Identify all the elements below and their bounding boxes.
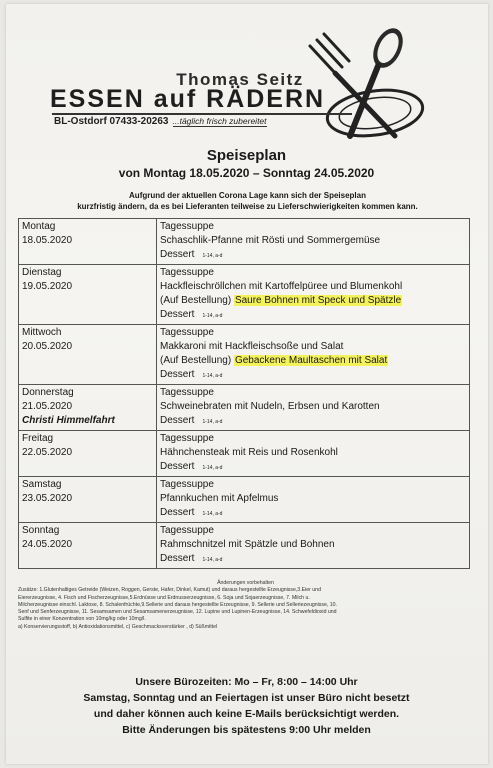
meal-text: Dessert	[160, 415, 195, 426]
day-date: 22.05.2020	[22, 447, 73, 458]
meal-item	[160, 280, 466, 294]
day-date: 21.05.2020	[22, 401, 73, 412]
meal-cell	[157, 325, 470, 385]
contact-line	[54, 116, 267, 127]
footnote-line: Senf und Senferzeugnisse, 11. Sesamsamen und Sesamsamenerzeugnisse, 12. Lupine und Lupinen-Erzeugnisse, 14. Schwefeldioxid und	[18, 609, 337, 616]
page-title: Speiseplan	[206, 147, 287, 164]
day-cell	[19, 265, 157, 325]
day-cell	[19, 523, 157, 569]
date-range: von Montag 18.05.2020 – Sonntag 24.05.2020	[118, 166, 375, 180]
highlighted-meal: Saure Bohnen mit Speck und Spätzle	[234, 295, 402, 306]
meal-text: Dessert	[160, 507, 195, 518]
meal-cell	[157, 523, 470, 569]
day-cell	[19, 477, 157, 523]
office-line: Samstag, Sonntag und an Feiertagen ist unser Büro nicht besetzt	[83, 692, 410, 704]
meal-item	[160, 400, 466, 414]
meal-text: Hackfleischröllchen mit Kartoffelpüree und Blumenkohl	[160, 281, 403, 292]
menu-row-freitag	[19, 431, 470, 477]
meal-text: Tagessuppe	[160, 387, 214, 398]
menu-table	[18, 218, 470, 569]
footnote-line: Milcherzeugnisse einschl. Laktose, 8. Schalenfrüchte,9.Sellerie und daraus hergestellte Erzeugnisse, 9. Sellerie und Selleriezeugnisse, 10.	[18, 601, 337, 608]
menu-row-montag	[19, 219, 470, 265]
tagline: ...täglich frisch zubereitet	[172, 116, 267, 126]
highlighted-meal: Gebackene Maultaschen mit Salat	[234, 355, 388, 366]
footnote-line: a) Konservierungsstoff, b) Antioxidationsmittel, c) Geschmacksverstärker , d) Süßmittel	[18, 623, 218, 630]
day-date: 23.05.2020	[22, 493, 73, 504]
meal-text: Dessert	[160, 461, 195, 472]
meal-cell	[157, 385, 470, 431]
meal-text: Tagessuppe	[160, 327, 214, 338]
allergen-footnotes	[18, 580, 473, 631]
meal-item	[160, 220, 466, 234]
day-name: Freitag	[22, 433, 54, 444]
day-cell	[19, 219, 157, 265]
day-date: 20.05.2020	[22, 341, 73, 352]
day-date: 24.05.2020	[22, 539, 73, 550]
meal-text: Dessert	[160, 369, 195, 380]
meal-item	[160, 386, 466, 400]
day-cell	[19, 325, 157, 385]
office-line: Unsere Bürozeiten: Mo – Fr, 8:00 – 14:00 Uhr	[135, 676, 358, 688]
meal-item	[160, 340, 466, 354]
meal-text: Hähnchensteak mit Reis und Rosenkohl	[160, 447, 338, 458]
allergen-code: 1-14, a-d	[202, 465, 223, 471]
meal-cell	[157, 265, 470, 325]
allergen-code: 1-14, a-d	[202, 557, 223, 563]
meal-text: Dessert	[160, 553, 195, 564]
meal-text: Makkaroni mit Hackfleischsoße und Salat	[160, 341, 344, 352]
meal-cell	[157, 431, 470, 477]
meal-text: Rahmschnitzel mit Spätzle und Bohnen	[160, 539, 335, 550]
footnote-line: Sulfite in einer Konzentration von 10mg/kg oder 10mg/l.	[18, 616, 146, 623]
meal-text: (Auf Bestellung)	[160, 295, 234, 306]
day-name: Samstag	[22, 479, 62, 490]
meal-text: Dessert	[160, 249, 195, 260]
notice-line: Aufgrund der aktuellen Corona Lage kann sich der Speiseplan	[129, 191, 366, 200]
day-note: Christi Himmelfahrt	[22, 415, 115, 426]
meal-item	[160, 524, 466, 538]
meal-item	[160, 414, 466, 429]
location-phone: BL-Ostdorf 07433-20263	[54, 116, 169, 127]
meal-text: (Auf Bestellung)	[160, 355, 234, 366]
menu-row-mittwoch	[19, 325, 470, 385]
meal-item	[160, 552, 466, 567]
office-line: Bitte Änderungen bis spätestens 9:00 Uhr melden	[122, 724, 371, 736]
meal-item	[160, 446, 466, 460]
day-date: 18.05.2020	[22, 235, 73, 246]
allergen-code: 1-14, a-d	[202, 373, 223, 379]
day-name: Donnerstag	[22, 387, 74, 398]
logo-underline	[52, 113, 352, 115]
office-line: und daher können auch keine E-Mails berücksichtigt werden.	[93, 708, 400, 720]
meal-item	[160, 248, 466, 263]
meal-cell	[157, 477, 470, 523]
office-hours	[0, 674, 493, 738]
day-cell	[19, 431, 157, 477]
day-date: 19.05.2020	[22, 281, 73, 292]
meal-text: Tagessuppe	[160, 525, 214, 536]
meal-item	[160, 432, 466, 446]
day-name: Dienstag	[22, 267, 62, 278]
menu-row-samstag	[19, 477, 470, 523]
corona-notice	[25, 190, 470, 212]
day-cell	[19, 385, 157, 431]
meal-item	[160, 234, 466, 248]
meal-text: Dessert	[160, 309, 195, 320]
menu-row-donnerstag	[19, 385, 470, 431]
meal-item	[160, 326, 466, 340]
meal-item	[160, 460, 466, 475]
meal-item	[160, 492, 466, 506]
meal-text: Tagessuppe	[160, 479, 214, 490]
notice-line: kurzfristig ändern, da es bei Lieferanten teilweise zu Lieferschwierigkeiten kommen kann.	[77, 202, 418, 211]
day-name: Sonntag	[22, 525, 60, 536]
allergen-code: 1-14, a-d	[202, 253, 223, 259]
meal-text: Tagessuppe	[160, 433, 214, 444]
meal-item	[160, 266, 466, 280]
meal-item	[160, 538, 466, 552]
footnote-line: Zusätze: 1.Glutenhaltiges Getreide (Weizen, Roggen, Gerste, Hafer, Dinkel, Kamut) und daraus hergestellte Erzeugnisse,3.Eier und	[18, 587, 321, 594]
meal-text: Schaschlik-Pfanne mit Rösti und Sommergemüse	[160, 235, 381, 246]
meal-item	[160, 478, 466, 492]
meal-item	[160, 506, 466, 521]
footnote-line: Eiererzeugnisse, 4. Fisch und Fischerzeugnisse,5.Erdnüsse und Erdnusserzeugnisse, 6. Soja und Sojaerzeugnisse, 7. Milch u.	[18, 594, 310, 601]
day-name: Mittwoch	[22, 327, 62, 338]
allergen-code: 1-14, a-d	[202, 419, 223, 425]
brand-name: ESSEN auf RÄDERN	[50, 85, 326, 113]
meal-item	[160, 294, 466, 308]
menu-row-dienstag	[19, 265, 470, 325]
meal-item	[160, 368, 466, 383]
meal-cell	[157, 219, 470, 265]
meal-text: Tagessuppe	[160, 267, 214, 278]
meal-item	[160, 354, 466, 368]
meal-item	[160, 308, 466, 323]
owner-name: Thomas Seitz	[176, 70, 304, 89]
allergen-code: 1-14, a-d	[202, 313, 223, 319]
footnote-head: Änderungen vorbehalten	[217, 580, 274, 586]
meal-text: Schweinebraten mit Nudeln, Erbsen und Karotten	[160, 401, 380, 412]
meal-text: Tagessuppe	[160, 221, 214, 232]
day-name: Montag	[22, 221, 56, 232]
meal-text: Pfannkuchen mit Apfelmus	[160, 493, 279, 504]
menu-row-sonntag	[19, 523, 470, 569]
allergen-code: 1-14, a-d	[202, 511, 223, 517]
